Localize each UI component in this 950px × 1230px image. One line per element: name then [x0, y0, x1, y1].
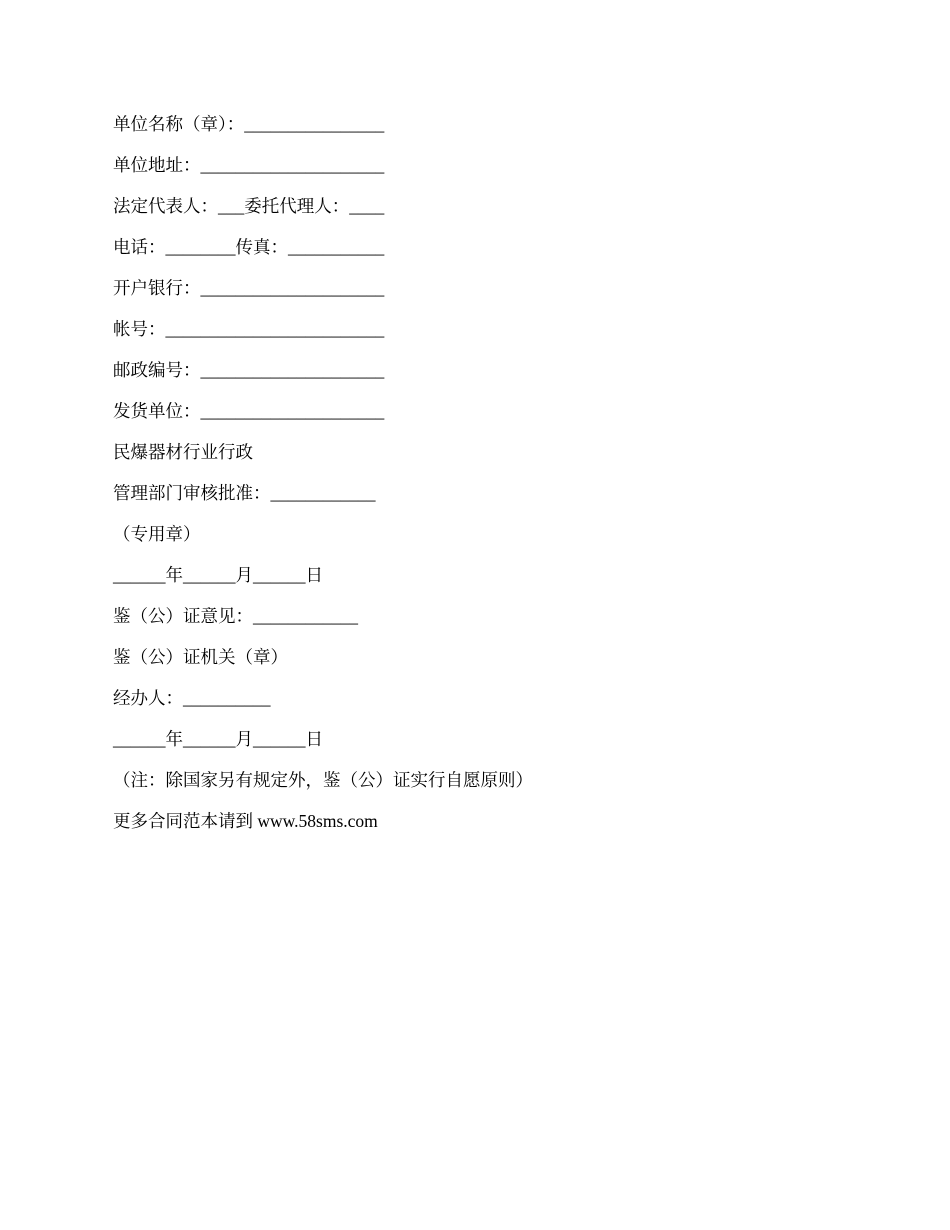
handler-line: 经办人：__________	[113, 688, 271, 708]
special-seal-line: （专用章）	[113, 524, 201, 544]
approval-line: 管理部门审核批准：____________	[113, 483, 376, 503]
document-body	[113, 110, 853, 848]
unit-name-line: 单位名称（章）：________________	[113, 114, 385, 134]
legal-representative-line: 法定代表人：___委托代理人：____	[113, 196, 385, 216]
bank-line: 开户银行：_____________________	[113, 278, 385, 298]
account-line: 帐号：_________________________	[113, 319, 385, 339]
postal-code-line: 邮政编号：_____________________	[113, 360, 385, 380]
note-line: （注：除国家另有规定外，鉴（公）证实行自愿原则）	[113, 770, 533, 790]
phone-fax-line: 电话：________传真：___________	[113, 237, 385, 257]
shipping-unit-line: 发货单位：_____________________	[113, 401, 385, 421]
date-line-1: ______年______月______日	[113, 565, 323, 585]
notary-office-line: 鉴（公）证机关（章）	[113, 647, 288, 667]
industry-admin-line: 民爆器材行业行政	[113, 442, 253, 462]
footer-link-line: 更多合同范本请到 www.58sms.com	[113, 811, 378, 831]
notary-opinion-line: 鉴（公）证意见：____________	[113, 606, 358, 626]
date-line-2: ______年______月______日	[113, 729, 323, 749]
unit-address-line: 单位地址：_____________________	[113, 155, 385, 175]
